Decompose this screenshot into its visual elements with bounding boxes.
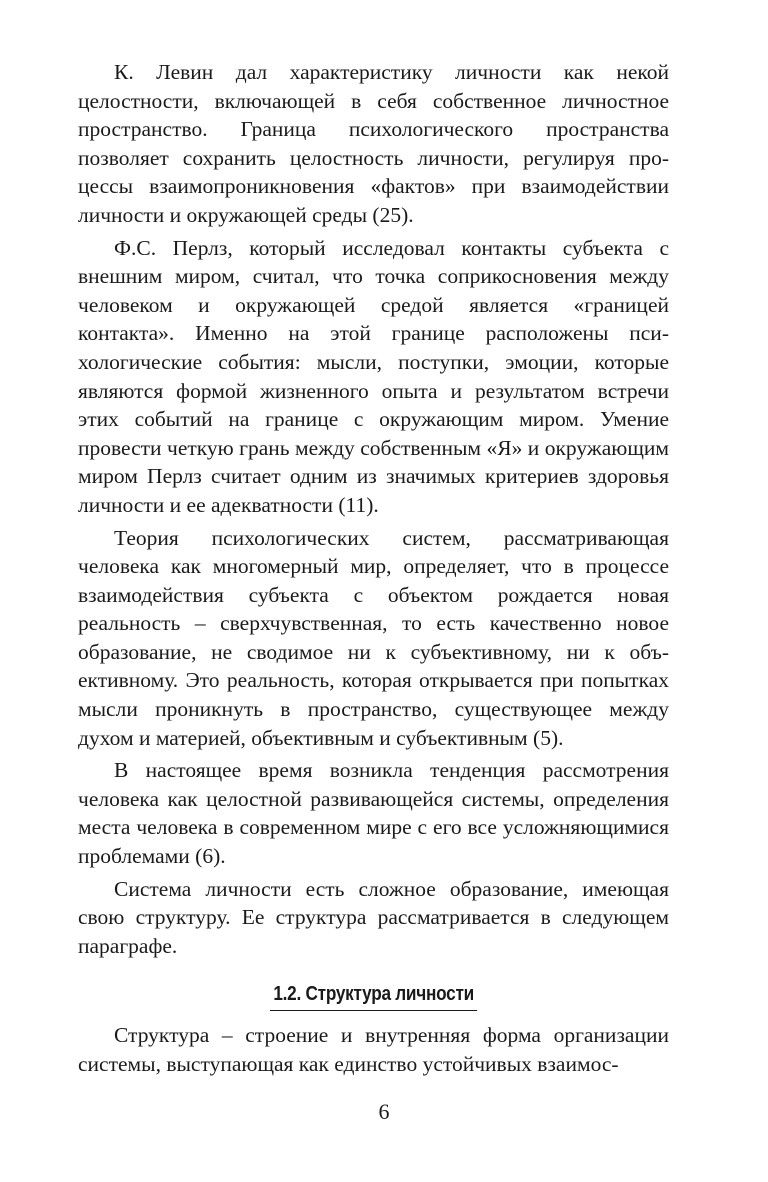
paragraph-personality-system: Система личности есть сложное образование, имеющая свою структуру. Ее структура рассматривается в следующем параграфе. <box>78 876 669 958</box>
page-body <box>78 58 669 1079</box>
paragraph-levin: К. Левин дал характеристику личности как некой целостности, включающей в себя собственное личностное пространство. Граница психологического пространства позволяет сохранить целостность личности, регулируя процессы взаимопроникновения «фактов» при взаимодействии личности и окружающей среды (25). <box>78 60 669 227</box>
paragraph-current-tendency: В настоящее время возникла тенденция рассмотрения человека как целостной развивающейся системы, определения места человека в современном мире с его все усложняющимися проблемами (6). <box>78 758 669 869</box>
section-heading-container <box>78 980 669 1011</box>
paragraph-theory-of-systems: Теория психологических систем, рассматривающая человека как многомерный мир, определяет, что в процессе взаимодействия субъекта с объектом рождается новая реальность – сверхчувственная, то есть качественно новое образование, не сводимое ни к субъективному, ни к объективному. Это реальность, которая открывается при попытках мысли проникнуть в пространство, существующее между духом и материей, объективным и субъективным (5). <box>78 525 669 750</box>
paragraph-perls: Ф.С. Перлз, который исследовал контакты субъекта с внешним миром, считал, что точка соприкосновения между человеком и окружающей средой является «границей контакта». Именно на этой границе расположены психологические события: мысли, поступки, эмоции, которые являются формой жизненного опыта и результатом встречи этих событий на границе с окружающим миром. Умение провести четкую грань между собственным «Я» и окружающим миром Перлз считает одним из значимых критериев здоровья личности и ее адекватности (11). <box>78 235 669 517</box>
paragraph-structure-definition: Структура – строение и внутренняя форма организации системы, выступающая как единство устойчивых взаимос- <box>78 1023 669 1076</box>
page-number: 6 <box>378 1099 390 1124</box>
section-heading: 1.2. Структура личности <box>270 980 477 1011</box>
